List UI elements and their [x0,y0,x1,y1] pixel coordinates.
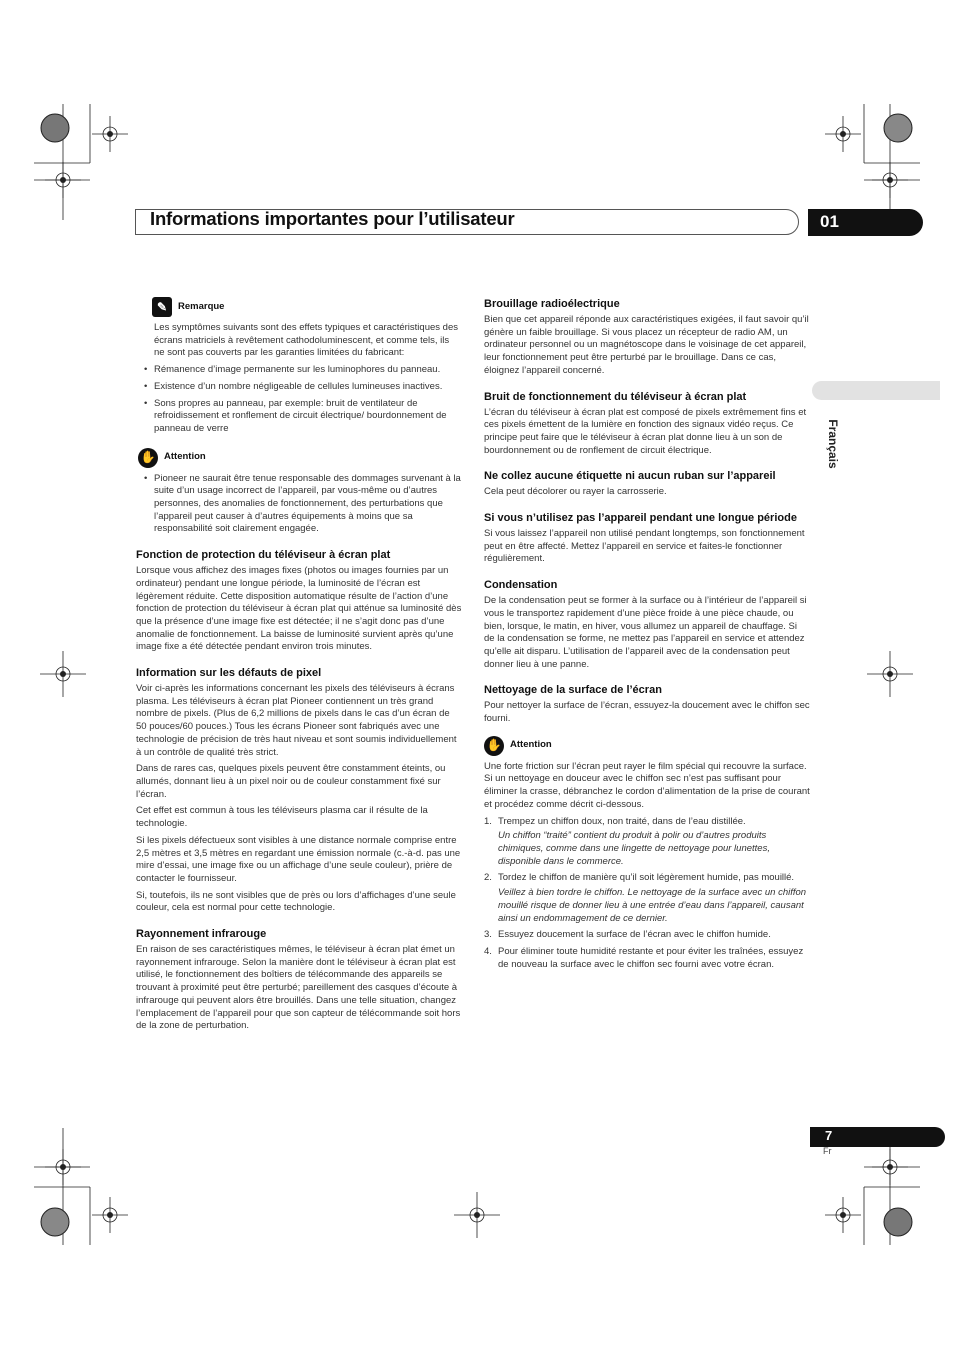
language-label: Français [826,419,840,469]
paragraph: L’écran du téléviseur à écran plat est composé de pixels extrêmement fins et ces pixels émettent de la lumière en fonction des signaux vidéo reçus. Ce principe peut faire que le téléviseur à écran plat donne lieu à un son de bourdonnement ou de ronflement de circuit électrique. [484,406,807,456]
right-column [484,297,810,975]
pencil-icon: ✎ [152,297,172,317]
list-item [484,816,810,869]
paragraph: De la condensation peut se former à la surface ou à l’intérieur de l’appareil si vous le transportez rapidement d’une pièce froide à une pièce chaude, ou bien, lorsque, le matin, en hiver, vous allumez un appareil de chauffage. Si de la condensation se forme, ne mettez pas l’appareil en service et attendez qu’elle ait disparu. L’utilisation de l’appareil avec de la condensation peut donner lieu à une panne. [484,595,807,670]
cleaning-steps [484,816,810,972]
hand-stop-icon: ✋ [138,448,158,468]
list-item: • Sons propres au panneau, par exemple: bruit de ventilateur de refroidissement et ronflement de circuit électrique/ bourdonnement de panneau de verre [144,398,462,436]
page-title: Informations importantes pour l’utilisateur [150,208,515,229]
paragraph: Dans de rares cas, quelques pixels peuvent être constamment éteints, ou allumés, donnant lieu à un pixel noir ou de couleur constamment fixé sur l’écran. [136,763,446,800]
step-number: 4. [484,945,492,957]
step-text: Pour éliminer toute humidité restante et pour éviter les traînées, essuyez de nouveau la surface avec le chiffon sec fourni avec votre écran. [498,945,804,970]
paragraph: Si vous laissez l’appareil non utilisé pendant longtemps, son fonctionnement peut en être affecté. Mettez l’appareil en service et faites-le fonctionner régulièrement. [484,528,805,565]
paragraph: Pour nettoyer la surface de l’écran, essuyez-la doucement avec le chiffon sec fourni. [484,700,810,725]
list-item [484,872,810,925]
list-item: • Pioneer ne saurait être tenue responsable des dommages survenant à la suite d’un usage incorrect de l’appareil, par vous-même ou d’autres personnes, des anomalies de fonctionnement, des perturbations que l’appareil peut causer à d’autres équipements à moins que sa responsabilité soit clairement engagée. [144,473,462,537]
step-text: Essuyez doucement la surface de l’écran avec le chiffon humide. [498,929,771,941]
list-item [484,929,810,942]
paragraph: Lorsque vous affichez des images fixes (photos ou images fournies par un ordinateur) pendant une longue période, la luminosité de l’écran est légèrement réduite. Cette disposition automatique résulte de l’action d’une fonction de protection du téléviseur à écran plat qui atténue sa luminosité dès que la présence d’une image fixe est détectée; il ne s’agit donc pas d’une anomalie de fonctionnement. La baisse de luminosité survient après qu’une image fixe a été détectée pendant environ trois minutes. [136,565,462,653]
paragraph: Voir ci-après les informations concernant les pixels des téléviseurs à écrans plasma. Les téléviseurs à écran plat Pioneer contiennent un très grand nombre de pixels. (Plus de 6,2 millions de pixels dans le cas d’un écran de 50 pouces/60 pouces.) Tous les écrans Pioneer sont fabriqués avec une technologie de précision de très haut niveau et sont soumis individuellement à un contrôle de qualité très strict. [136,683,457,758]
note-list [144,364,462,436]
left-column [136,297,462,1037]
chapter-number: 01 [808,209,923,236]
attention-label: Attention [164,451,206,463]
page-lang-code: Fr [823,1146,832,1156]
attention-label: Attention [510,739,552,751]
step-text: Tordez le chiffon de manière qu’il soit légèrement humide, pas mouillé. [498,872,795,884]
section-heading: Fonction de protection du téléviseur à écran plat [136,549,391,562]
step-number: 3. [484,929,492,941]
section-heading: Condensation [484,579,558,592]
list-item: • Existence d’un nombre négligeable de cellules lumineuses inactives. [144,381,462,394]
section-heading: Bruit de fonctionnement du téléviseur à écran plat [484,390,747,403]
attention-heading [484,736,810,756]
note-heading [152,297,462,317]
attention-list [144,473,462,537]
step-note: Un chiffon “traité” contient du produit à polir ou d’autres produits chimiques, comme dans une lingette de nettoyage pour lunettes, disponible dans le commerce. [498,830,770,867]
step-number: 2. [484,872,492,884]
note-intro: Les symptômes suivants sont des effets typiques et caractéristiques des écrans matriciels à revêtement cathodoluminescent, et comme tels, ils ne sont pas couverts par les garanties limitées du fabricant: [154,322,458,359]
list-item [484,946,810,971]
paragraph: Cet effet est commun à tous les téléviseurs plasma car il résulte de la technologie. [136,805,428,830]
step-number: 1. [484,815,492,827]
paragraph: Si les pixels défectueux sont visibles à une distance normale comprise entre 2,5 mètres et 3,5 mètres en regardant une émission normale (c.-à-d. pas une mire d’essai, une image fixe ou un affichage d’une seule couleur), prière de contacter le fournisseur. [136,834,461,884]
attention-heading [138,448,462,468]
paragraph: Une forte friction sur l’écran peut rayer le film spécial qui recouvre la surface. Si un nettoyage en douceur avec le chiffon sec n’est pas suffisant pour éliminer la crasse, débranchez le cordon d’alimentation de la prise de courant et procédez comme décrit ci-dessous. [484,760,810,810]
section-heading: Ne collez aucune étiquette ni aucun ruban sur l’appareil [484,470,776,483]
hand-stop-icon: ✋ [484,736,504,756]
section-heading: Information sur les défauts de pixel [136,667,322,680]
paragraph: Bien que cet appareil réponde aux caractéristiques exigées, il faut savoir qu’il génère un faible brouillage. Si vous placez un récepteur de radio AM, un ordinateur personnel ou un magnétoscope dans le voisinage de cet appareil, leur fonctionnement peut être perturbé par le brouillage. Dans ce cas, éloignez l’appareil concerné. [484,314,809,376]
page-number: 7 [825,1128,833,1143]
paragraph: Cela peut décolorer ou rayer la carrosserie. [484,486,667,498]
paragraph: En raison de ses caractéristiques mêmes, le téléviseur à écran plat émet un rayonnement infrarouge. Selon la manière dont le téléviseur à écran plat est utilisé, le fonctionnement des boîtiers de télécommande des appareils se trouvant à proximité peut être perturbé; pareillement des casques d’écoute à infrarouge qui peuvent alors être brouillés. Dans une telle situation, changez l’emplacement de l’appareil pour que son capteur de télécommande soit hors de la zone de perturbation. [136,944,461,1032]
note-label: Remarque [178,300,225,312]
section-heading: Rayonnement infrarouge [136,928,267,941]
step-note: Veillez à bien tordre le chiffon. Le nettoyage de la surface avec un chiffon mouillé risque de donner lieu à une entrée d’eau dans l’appareil, causant ainsi un endommagement de ce dernier. [498,887,807,924]
list-item: • Rémanence d’image permanente sur les luminophores du panneau. [144,364,462,377]
step-text: Trempez un chiffon doux, non traité, dans de l’eau distillée. [498,815,746,827]
section-heading: Nettoyage de la surface de l’écran [484,684,662,697]
paragraph: Si, toutefois, ils ne sont visibles que de près ou lors d’affichages d’une seule couleur, cela est normal pour cette technologie. [136,889,456,914]
language-tab [812,381,940,400]
section-heading: Brouillage radioélectrique [484,298,620,310]
section-heading: Si vous n’utilisez pas l’appareil pendant une longue période [484,512,797,525]
